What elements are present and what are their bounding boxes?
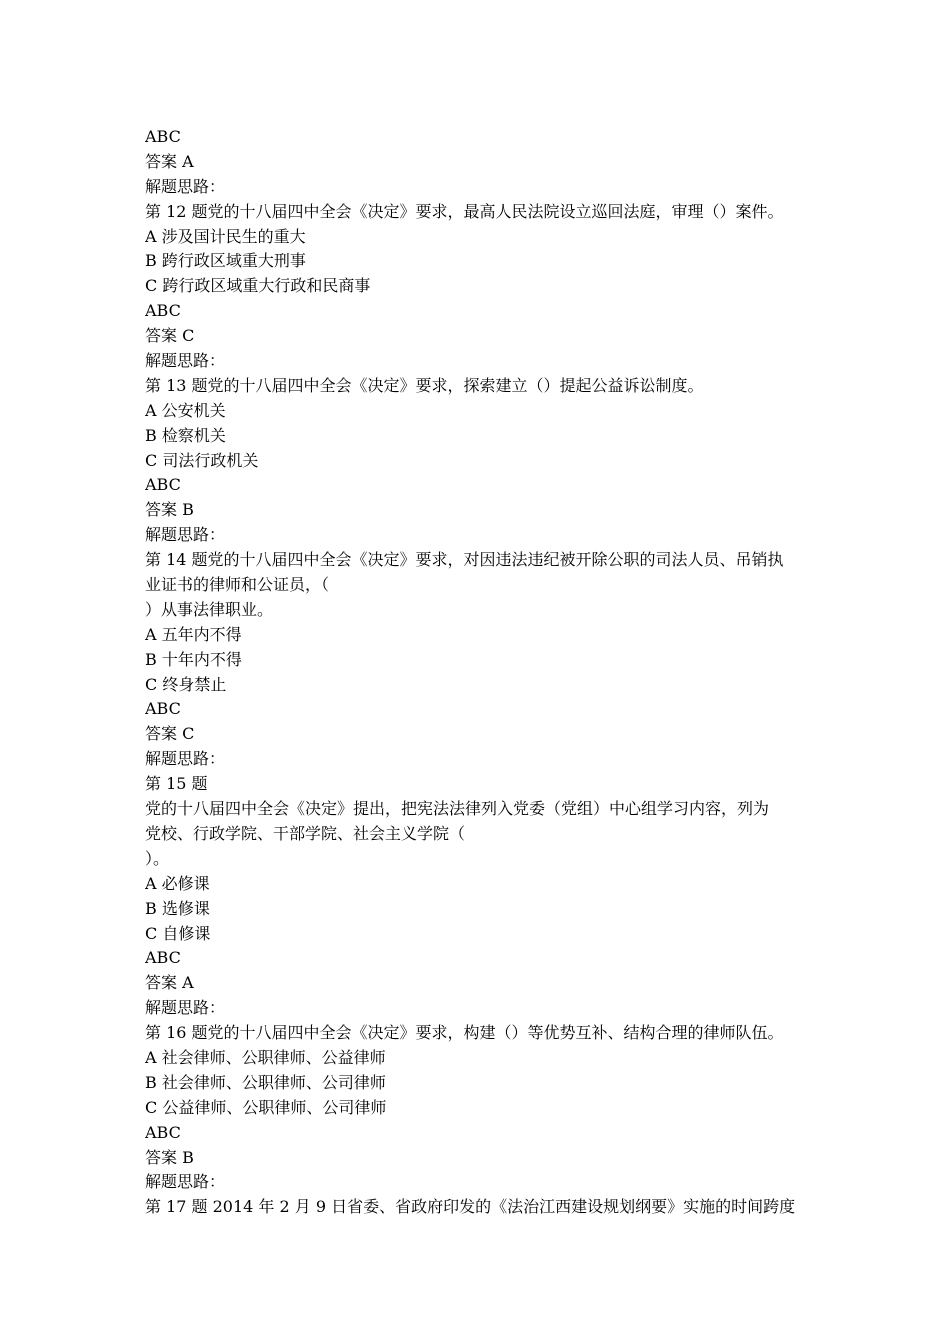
question-12: 第 12 题党的十八届四中全会《决定》要求，最高人民法院设立巡回法庭，审理（）案件。 bbox=[145, 201, 784, 221]
option-b: B 跨行政区域重大刑事 bbox=[145, 251, 306, 271]
question-15-cont: 党校、行政学院、干部学院、社会主义学院（ bbox=[145, 823, 466, 843]
option-c: C 公益律师、公职律师、公司律师 bbox=[145, 1097, 387, 1117]
question-13: 第 13 题党的十八届四中全会《决定》要求，探索建立（）提起公益诉讼制度。 bbox=[145, 375, 704, 395]
option-c: C 自修课 bbox=[145, 923, 211, 943]
answer-line: 答案 A bbox=[145, 973, 194, 993]
option-c: C 跨行政区域重大行政和民商事 bbox=[145, 276, 371, 296]
explanation-label: 解题思路： bbox=[145, 525, 226, 545]
explanation-label: 解题思路： bbox=[145, 1172, 226, 1192]
explanation-label: 解题思路： bbox=[145, 998, 226, 1018]
text-line: ABC bbox=[145, 475, 181, 495]
option-a: A 必修课 bbox=[145, 873, 210, 893]
answer-line: 答案 B bbox=[145, 1147, 194, 1167]
explanation-label: 解题思路： bbox=[145, 749, 226, 769]
option-c: C 终身禁止 bbox=[145, 674, 227, 694]
option-b: B 选修课 bbox=[145, 898, 210, 918]
question-14: 第 14 题党的十八届四中全会《决定》要求，对因违法违纪被开除公职的司法人员、吊销执 bbox=[145, 550, 784, 570]
answer-line: 答案 B bbox=[145, 500, 194, 520]
option-a: A 涉及国计民生的重大 bbox=[145, 226, 306, 246]
question-15-text: 党的十八届四中全会《决定》提出，把宪法法律列入党委（党组）中心组学习内容，列为 bbox=[145, 799, 770, 819]
answer-line: 答案 C bbox=[145, 724, 195, 744]
option-b: B 社会律师、公职律师、公司律师 bbox=[145, 1072, 386, 1092]
question-15: 第 15 题 bbox=[145, 774, 208, 794]
question-15-cont: ）。 bbox=[145, 848, 170, 868]
question-17: 第 17 题 2014 年 2 月 9 日省委、省政府印发的《法治江西建设规划纲要》实施的时间跨度 bbox=[145, 1197, 796, 1217]
option-b: B 十年内不得 bbox=[145, 649, 242, 669]
question-16: 第 16 题党的十八届四中全会《决定》要求，构建（）等优势互补、结构合理的律师队伍。 bbox=[145, 1023, 784, 1043]
text-line: ABC bbox=[145, 1122, 181, 1142]
explanation-label: 解题思路： bbox=[145, 176, 226, 196]
option-a: A 公安机关 bbox=[145, 400, 226, 420]
option-c: C 司法行政机关 bbox=[145, 450, 259, 470]
text-line: ABC bbox=[145, 699, 181, 719]
document-page bbox=[145, 125, 810, 1220]
option-b: B 检察机关 bbox=[145, 425, 226, 445]
answer-line: 答案 A bbox=[145, 151, 194, 171]
answer-line: 答案 C bbox=[145, 326, 195, 346]
question-14-cont: 业证书的律师和公证员，（ bbox=[145, 575, 330, 595]
text-line: ABC bbox=[145, 127, 181, 146]
option-a: A 五年内不得 bbox=[145, 624, 242, 644]
explanation-label: 解题思路： bbox=[145, 351, 226, 371]
option-a: A 社会律师、公职律师、公益律师 bbox=[145, 1047, 386, 1067]
question-14-cont: ）从事法律职业。 bbox=[145, 599, 274, 619]
text-line: ABC bbox=[145, 948, 181, 968]
text-line: ABC bbox=[145, 301, 181, 321]
